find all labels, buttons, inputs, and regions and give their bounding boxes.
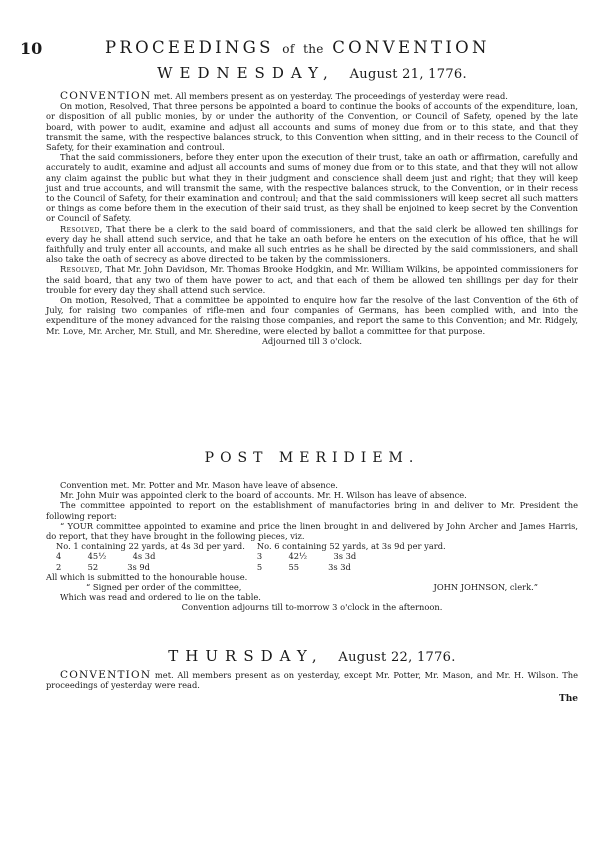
report-submitted: All which is submitted to the honourable house. bbox=[46, 571, 248, 582]
report-cell: 4 45½ 4s 3d bbox=[56, 551, 156, 562]
wednesday-para-3: That the said commissioners, before they enter upon the execution of their trust, take an oath or affirmation, carefully and accurately to audit, examine and adjust all accounts and sums of money due from or to this state, and that they will not allow any claim against the public but what they in their judgment and conscience shall deem just and right; that they will keep just and true accounts, and will transmit the same, with the respective balances struck, to the Convention, or in their recess to the Council of Safety, for their examination and controul; and that the said commissioners will keep secret all such matters or things as come before them in the execution of their said trust, as they shall be enjoined to keep secret by the Convention or Council of Safety. bbox=[46, 152, 578, 224]
wednesday-body bbox=[46, 91, 578, 346]
wednesday-day: WEDNESDAY, bbox=[157, 64, 335, 82]
report-cell: No. 1 containing 22 yards, at 4s 3d per yard. bbox=[56, 541, 245, 552]
thursday-body bbox=[46, 670, 578, 690]
thursday-para-1-lead: CONVENTION bbox=[60, 669, 152, 681]
thursday-day: THURSDAY, bbox=[168, 647, 324, 665]
wednesday-para-1 bbox=[46, 91, 578, 101]
wednesday-adjourned: Adjourned till 3 o'clock. bbox=[261, 335, 363, 346]
catchword: The bbox=[559, 694, 578, 704]
signature-row bbox=[46, 582, 578, 592]
wednesday-para-1-lead: CONVENTION bbox=[60, 90, 152, 102]
wednesday-para-1-text: met. All members present as on yesterday. The proceedings of yesterday were read. bbox=[153, 91, 508, 101]
wednesday-para-5-lead: Resolved, bbox=[60, 264, 103, 275]
running-head-the: the bbox=[303, 42, 324, 56]
thursday-heading bbox=[46, 647, 578, 665]
page-number: 10 bbox=[20, 39, 43, 58]
running-head-of: of bbox=[282, 42, 295, 56]
report-read: Which was read and ordered to lie on the table. bbox=[60, 592, 261, 603]
wednesday-para-6: On motion, Resolved, That a committee be appointed to enquire how far the resolve of the last Convention of the 6th of July, for raising two companies of rifle-men and four companies of Germans, has been complied with, and into the expenditure of the money advanced for the raising those companies, and report the same to this Convention; and Mr. Ridgely, Mr. Love, Mr. Archer, Mr. Stull, and Mr. Sheredine, were elected by ballot a committee for that purpose. bbox=[46, 295, 578, 336]
pm-adjourns: Convention adjourns till to-morrow 3 o'clock in the afternoon. bbox=[181, 602, 443, 613]
wednesday-para-4-lead: Resolved, bbox=[60, 223, 103, 234]
pm-line-2: Mr. John Muir was appointed clerk to the board of accounts. Mr. H. Wilson has leave of absence. bbox=[60, 490, 467, 501]
wednesday-para-5-text: That Mr. John Davidson, Mr. Thomas Brooke Hodgkin, and Mr. William Wilkins, be appointed commissioners for the said board, that any two of them have power to act, and that each of them be allowed ten shillings per day for their trouble for every day they shall attend such service. bbox=[46, 264, 578, 295]
report-cell: 3 42½ 3s 3d bbox=[256, 551, 357, 562]
wednesday-para-4-text: That there be a clerk to the said board of commissioners, and that the said clerk be allowed ten shillings for every day he shall attend such service, and that he take an oath before he enters on the execution of his office, that he will faithfully and truly enter all accounts, and make all such entries as he shall be directed by the said commissioners, and shall also take the oath of secrecy as above directed to be taken by the commissioners. bbox=[46, 223, 579, 265]
report-cell: 2 52 3s 9d bbox=[56, 561, 150, 572]
post-meridiem-heading-block bbox=[46, 450, 578, 466]
post-meridiem-heading: POST MERIDIEM. bbox=[204, 450, 420, 466]
thursday-date: August 22, 1776. bbox=[338, 650, 456, 665]
pm-line-1: Convention met. Mr. Potter and Mr. Mason have leave of absence. bbox=[60, 480, 338, 490]
report-cell: No. 6 containing 52 yards, at 3s 9d per yard. bbox=[256, 541, 446, 552]
table-row bbox=[56, 541, 458, 551]
thursday-para-1-text: met. All members present as on yesterday, except Mr. Potter, Mr. Mason, and Mr. H. Wilson. The proceedings of yesterday were read. bbox=[46, 670, 578, 691]
wednesday-heading bbox=[46, 64, 578, 82]
table-row bbox=[56, 562, 458, 572]
linen-report-table bbox=[56, 541, 458, 572]
report-intro: “ YOUR committee appointed to examine and price the linen brought in and delivered by John Archer and James Harris, do report, that they have brought in the following pieces, viz. bbox=[46, 520, 578, 542]
report-signed: “ Signed per order of the committee, bbox=[86, 582, 242, 593]
table-row bbox=[56, 551, 458, 561]
report-cell: 5 55 3s 3d bbox=[256, 561, 351, 572]
wednesday-date: August 21, 1776. bbox=[349, 67, 467, 82]
post-meridiem-body bbox=[46, 480, 578, 613]
wednesday-para-5 bbox=[46, 264, 578, 295]
thursday-para-1 bbox=[46, 670, 578, 690]
wednesday-para-2: On motion, Resolved, That three persons be appointed a board to continue the books of accounts of the expenditure, loan, or disposition of all public monies, by or under the authority of the Convention, or Council of Safety, opened by the late board, with power to audit, examine and adjust all accounts and sums of money due from or to this state, and that they transmit the same, with the respective balances struck, to this Convention when sitting, and in their recess to the Council of Safety, for their examination and controul. bbox=[46, 101, 578, 153]
running-head-convention: CONVENTION bbox=[332, 38, 490, 57]
running-head-proceedings: PROCEEDINGS bbox=[105, 38, 274, 57]
report-clerk: JOHN JOHNSON, clerk.” bbox=[433, 582, 538, 593]
wednesday-para-4 bbox=[46, 224, 578, 265]
running-head bbox=[105, 38, 490, 57]
pm-line-3: The committee appointed to report on the establishment of manufactories bring in and deliver to Mr. President the following report: bbox=[46, 500, 578, 521]
